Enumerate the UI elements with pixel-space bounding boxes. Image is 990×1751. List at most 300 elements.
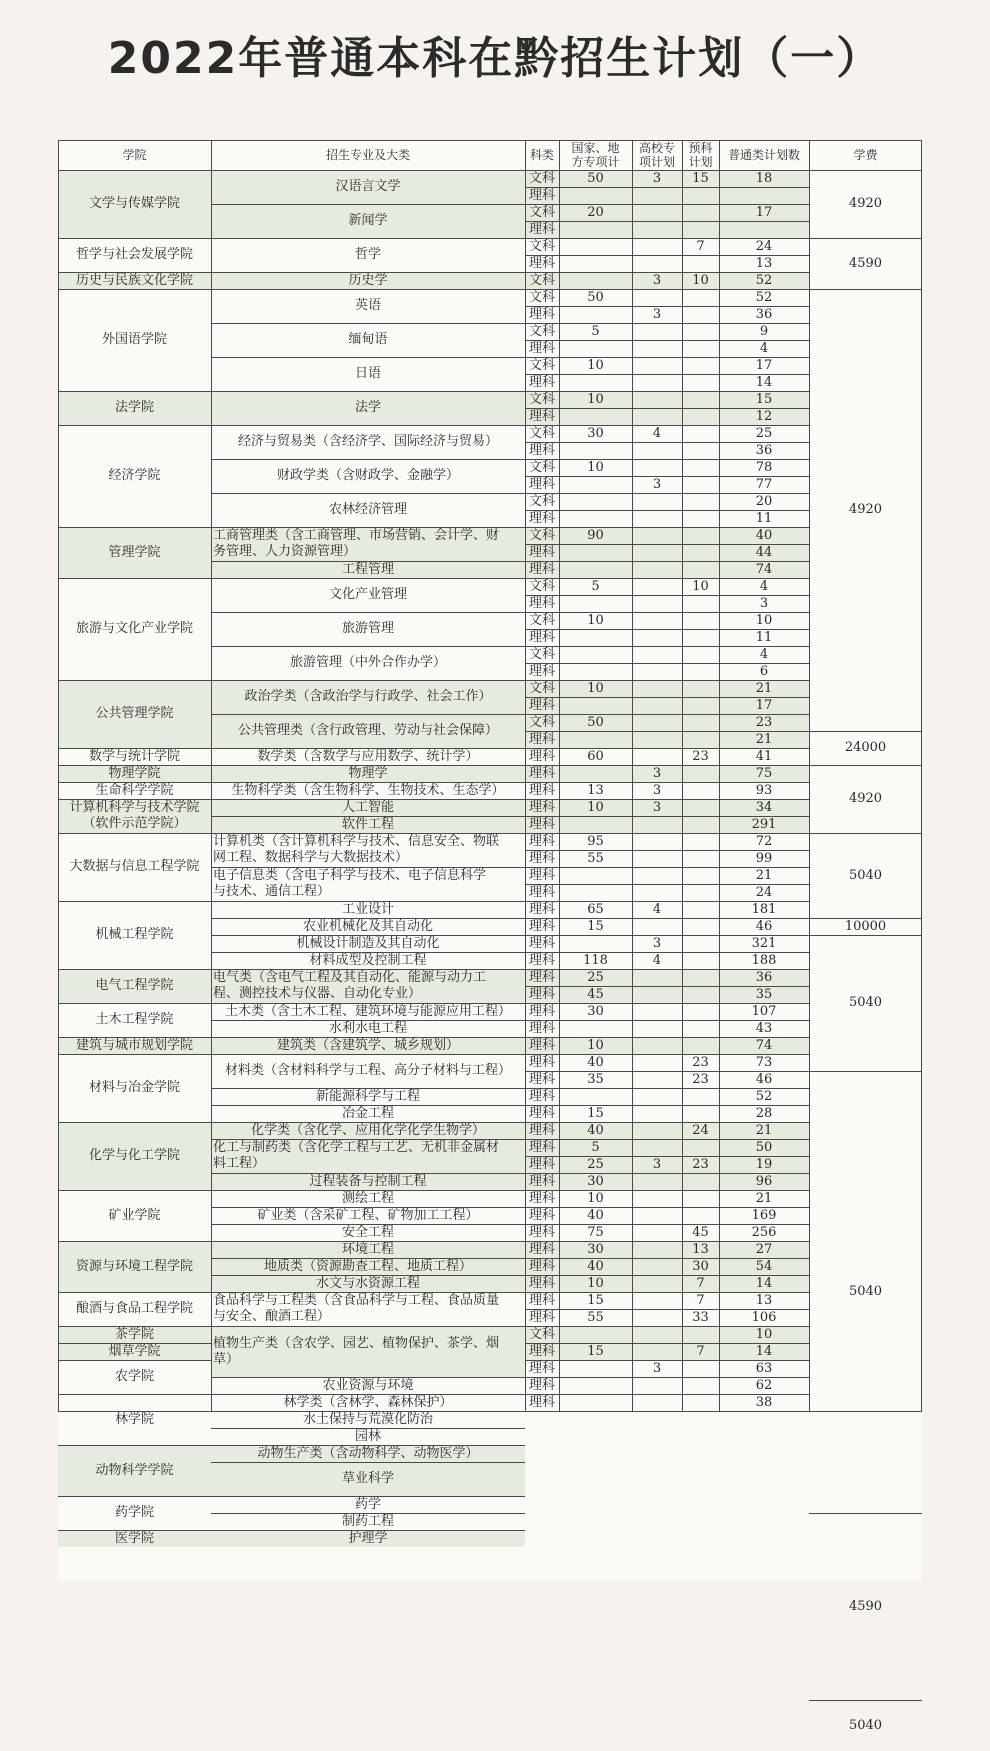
major-name: 法学	[354, 400, 381, 415]
row-divider	[525, 1173, 809, 1174]
general-plan-cell: 96	[755, 1173, 773, 1189]
preparatory-cell	[682, 374, 719, 391]
tuition-divider	[809, 765, 922, 766]
column-line	[58, 140, 59, 1411]
subject-cell: 理科	[528, 1275, 555, 1291]
special-quota-cell: 10	[587, 1037, 604, 1053]
tuition-cell: 4920	[848, 502, 883, 517]
row-divider	[525, 646, 809, 647]
major-name: 政治学类（含政治学与行政学、社会工作）	[244, 689, 492, 704]
special-quota-cell: 30	[587, 1173, 604, 1189]
major-name: 文化产业管理	[328, 587, 407, 602]
major-divider	[211, 238, 525, 239]
special-quota-cell: 10	[587, 1190, 604, 1206]
general-plan-cell: 4	[759, 646, 769, 662]
general-plan-cell: 256	[751, 1224, 777, 1240]
tuition-divider	[809, 1513, 922, 1514]
general-plan-cell: 13	[755, 1292, 773, 1308]
row-divider	[525, 306, 809, 307]
major-name: 机械设计制造及其自动化	[296, 935, 440, 951]
university-quota-cell	[632, 578, 682, 595]
college-divider	[58, 901, 211, 902]
college-divider	[58, 238, 211, 239]
university-quota-cell	[632, 1071, 682, 1088]
general-plan-cell	[719, 187, 809, 204]
special-quota-cell: 10	[587, 459, 604, 475]
special-quota-cell: 5	[591, 323, 600, 339]
header-bottom-line	[58, 170, 922, 171]
preparatory-cell	[682, 765, 719, 782]
preparatory-cell	[682, 969, 719, 986]
university-quota-cell	[632, 1292, 682, 1309]
subject-cell: 理科	[528, 952, 555, 968]
major-name: 工程管理	[341, 561, 394, 577]
general-plan-cell: 21	[755, 1122, 773, 1138]
preparatory-cell: 23	[692, 1054, 709, 1070]
university-quota-cell	[632, 1343, 682, 1360]
major-divider	[211, 969, 525, 970]
subject-cell: 理科	[528, 1105, 555, 1121]
special-quota-cell: 45	[587, 986, 604, 1002]
college-name: 物理学院	[108, 765, 161, 781]
preparatory-cell: 23	[692, 1071, 709, 1087]
preparatory-cell	[682, 850, 719, 867]
major-divider	[211, 1173, 525, 1174]
university-quota-cell	[632, 697, 682, 714]
general-plan-cell: 14	[755, 374, 773, 390]
major-name: 工业设计	[341, 901, 394, 917]
preparatory-cell	[682, 697, 719, 714]
university-quota-cell	[632, 221, 682, 238]
row-divider	[525, 986, 809, 987]
special-quota-cell: 55	[587, 850, 604, 866]
major-name: 旅游管理	[341, 621, 394, 636]
row-divider	[525, 612, 809, 613]
university-quota-cell	[632, 1207, 682, 1224]
special-quota-cell: 15	[587, 918, 604, 934]
preparatory-cell: 7	[696, 1292, 705, 1308]
college-name: 公共管理学院	[95, 706, 174, 721]
major-divider	[211, 714, 525, 715]
general-plan-cell: 52	[755, 1088, 773, 1104]
general-plan-cell: 17	[755, 697, 773, 713]
university-quota-cell	[632, 833, 682, 850]
major-divider	[211, 867, 525, 868]
row-divider	[525, 1241, 809, 1242]
special-quota-cell	[559, 1377, 632, 1394]
row-divider	[525, 527, 809, 528]
preparatory-cell	[682, 221, 719, 238]
column-line	[559, 140, 560, 1411]
general-plan-cell: 14	[755, 1343, 773, 1359]
preparatory-cell	[682, 918, 719, 935]
subject-cell: 理科	[528, 1190, 555, 1206]
college-name: 计算机科学与技术学院 （软件示范学院）	[69, 800, 200, 831]
preparatory-cell	[682, 544, 719, 561]
row-divider	[525, 1394, 809, 1395]
major-divider	[211, 1445, 525, 1446]
subject-cell: 理科	[528, 663, 555, 679]
column-line	[809, 140, 810, 1411]
college-name: 林学院	[114, 1411, 154, 1427]
college-divider	[58, 1190, 211, 1191]
preparatory-cell	[682, 1377, 719, 1394]
major-name: 材料成型及控制工程	[309, 952, 427, 968]
major-name: 新闻学	[348, 213, 388, 228]
preparatory-cell: 24	[692, 1122, 709, 1138]
row-divider	[525, 629, 809, 630]
general-plan-cell: 11	[755, 510, 773, 526]
preparatory-cell	[682, 340, 719, 357]
preparatory-cell	[682, 816, 719, 833]
general-plan-cell: 73	[755, 1054, 773, 1070]
major-divider	[211, 493, 525, 494]
preparatory-cell	[682, 646, 719, 663]
subject-cell: 理科	[528, 1241, 555, 1257]
row-divider	[525, 1156, 809, 1157]
row-divider	[525, 1309, 809, 1310]
general-plan-cell: 93	[755, 782, 773, 798]
preparatory-cell: 10	[692, 272, 709, 288]
major-name: 食品科学与工程类（含食品科学与工程、食品质量 与安全、酿酒工程）	[213, 1293, 500, 1324]
major-divider	[211, 765, 525, 766]
college-divider	[58, 1037, 211, 1038]
subject-cell: 理科	[528, 442, 555, 458]
special-quota-cell	[559, 374, 632, 391]
row-divider	[525, 952, 809, 953]
row-divider	[525, 1377, 809, 1378]
special-quota-cell: 10	[587, 680, 604, 696]
preparatory-cell	[682, 476, 719, 493]
major-name: 草业科学	[341, 1471, 394, 1486]
subject-cell: 文科	[528, 238, 555, 254]
major-divider	[211, 1496, 525, 1497]
general-plan-cell: 24	[755, 884, 773, 900]
tuition-cell: 4590	[848, 1598, 883, 1614]
college-name: 药学院	[114, 1505, 154, 1520]
tuition-divider	[809, 731, 922, 732]
general-plan-cell: 41	[755, 748, 773, 764]
general-plan-cell: 13	[755, 255, 773, 271]
university-quota-cell	[632, 510, 682, 527]
major-divider	[211, 323, 525, 324]
major-divider	[211, 1258, 525, 1259]
university-quota-cell	[632, 663, 682, 680]
college-divider	[58, 425, 211, 426]
header-subject: 科类	[529, 148, 554, 162]
preparatory-cell	[682, 680, 719, 697]
major-divider	[211, 680, 525, 681]
subject-cell: 文科	[528, 612, 555, 628]
major-divider	[211, 1377, 525, 1378]
special-quota-cell	[559, 1394, 632, 1411]
preparatory-cell	[682, 425, 719, 442]
preparatory-cell	[682, 204, 719, 221]
subject-cell: 理科	[528, 1207, 555, 1223]
college-divider	[58, 1530, 211, 1531]
major-name: 软件工程	[341, 816, 394, 832]
university-quota-cell	[632, 544, 682, 561]
general-plan-cell: 40	[755, 527, 773, 543]
table-top-line	[58, 140, 922, 141]
subject-cell: 文科	[528, 578, 555, 594]
row-divider	[525, 1207, 809, 1208]
special-quota-cell: 50	[587, 714, 604, 730]
college-name: 矿业学院	[108, 1207, 161, 1223]
special-quota-cell: 20	[587, 204, 604, 220]
general-plan-cell: 20	[755, 493, 773, 509]
university-quota-cell	[632, 561, 682, 578]
college-divider	[58, 527, 211, 528]
special-quota-cell: 95	[587, 833, 604, 849]
row-divider	[525, 374, 809, 375]
subject-cell: 理科	[528, 187, 555, 203]
subject-cell: 理科	[528, 629, 555, 645]
general-plan-cell: 34	[755, 799, 773, 815]
subject-cell: 理科	[528, 1037, 555, 1053]
preparatory-cell	[682, 1139, 719, 1156]
university-quota-cell: 3	[652, 765, 662, 781]
major-name: 汉语言文学	[335, 179, 401, 194]
university-quota-cell: 3	[652, 799, 662, 815]
special-quota-cell	[559, 476, 632, 493]
row-divider	[525, 969, 809, 970]
university-quota-cell	[632, 1309, 682, 1326]
special-quota-cell	[559, 595, 632, 612]
general-plan-cell: 21	[755, 1190, 773, 1206]
row-divider	[525, 357, 809, 358]
subject-cell: 理科	[528, 1360, 555, 1376]
university-quota-cell	[632, 323, 682, 340]
special-quota-cell	[559, 629, 632, 646]
special-quota-cell	[559, 238, 632, 255]
subject-cell: 理科	[528, 748, 555, 764]
tuition-divider	[809, 833, 922, 834]
tuition-divider	[809, 1700, 922, 1701]
preparatory-cell: 7	[696, 1275, 705, 1291]
preparatory-cell: 7	[696, 238, 705, 254]
major-name: 人工智能	[341, 799, 394, 815]
college-name: 历史与民族文化学院	[75, 272, 193, 288]
major-divider	[211, 272, 525, 273]
subject-cell: 理科	[528, 1088, 555, 1104]
university-quota-cell	[632, 969, 682, 986]
college-name: 土木工程学院	[95, 1012, 174, 1027]
row-divider	[525, 408, 809, 409]
college-divider	[58, 969, 211, 970]
college-divider	[58, 833, 211, 834]
major-name: 英语	[354, 298, 381, 313]
special-quota-cell: 15	[587, 1292, 604, 1308]
special-quota-cell	[559, 221, 632, 238]
general-plan-cell: 27	[755, 1241, 773, 1257]
major-name: 建筑类（含建筑学、城乡规划）	[276, 1037, 459, 1053]
preparatory-cell	[682, 527, 719, 544]
general-plan-cell: 24	[755, 238, 773, 254]
row-divider	[525, 850, 809, 851]
university-quota-cell	[632, 595, 682, 612]
column-line	[719, 140, 720, 1411]
special-quota-cell	[559, 306, 632, 323]
subject-cell: 理科	[528, 1343, 555, 1359]
major-divider	[211, 646, 525, 647]
major-name: 新能源科学与工程	[315, 1088, 420, 1104]
preparatory-cell	[682, 391, 719, 408]
subject-cell: 文科	[528, 391, 555, 407]
major-name: 过程装备与控制工程	[309, 1173, 427, 1189]
college-divider	[58, 1343, 211, 1344]
university-quota-cell	[632, 1326, 682, 1343]
university-quota-cell	[632, 493, 682, 510]
major-name: 哲学	[354, 247, 381, 262]
special-quota-cell: 50	[587, 170, 604, 186]
preparatory-cell	[682, 595, 719, 612]
general-plan-cell: 43	[755, 1020, 773, 1036]
general-plan-cell: 18	[755, 170, 773, 186]
major-divider	[211, 391, 525, 392]
major-name: 财政学类（含财政学、金融学）	[276, 468, 459, 483]
special-quota-cell: 30	[587, 1241, 604, 1257]
college-name: 材料与冶金学院	[88, 1080, 180, 1095]
row-divider	[525, 476, 809, 477]
university-quota-cell	[632, 867, 682, 884]
column-line	[632, 140, 633, 1411]
preparatory-cell: 45	[692, 1224, 709, 1240]
row-divider	[525, 1122, 809, 1123]
special-quota-cell: 30	[587, 1003, 604, 1019]
special-quota-cell: 10	[587, 799, 604, 815]
major-name: 农林经济管理	[328, 502, 407, 517]
subject-cell: 理科	[528, 1377, 555, 1393]
general-plan-cell: 17	[755, 357, 773, 373]
row-divider	[525, 493, 809, 494]
subject-cell: 理科	[528, 221, 555, 237]
major-divider	[211, 1139, 525, 1140]
major-name: 水土保持与荒漠化防治	[302, 1411, 433, 1427]
major-name: 电子信息类（含电子科学与技术、电子信息科学 与技术、通信工程）	[213, 868, 487, 899]
college-name: 生命科学学院	[95, 782, 174, 798]
major-divider	[211, 1037, 525, 1038]
university-quota-cell	[632, 238, 682, 255]
general-plan-cell: 14	[755, 1275, 773, 1291]
university-quota-cell	[632, 374, 682, 391]
preparatory-cell: 15	[692, 170, 709, 186]
row-divider	[525, 255, 809, 256]
general-plan-cell: 46	[755, 1071, 773, 1087]
row-divider	[525, 799, 809, 800]
row-divider	[525, 204, 809, 205]
university-quota-cell	[632, 255, 682, 272]
university-quota-cell	[632, 1241, 682, 1258]
major-divider	[211, 901, 525, 902]
college-divider	[58, 765, 211, 766]
college-name: 电气工程学院	[95, 978, 174, 993]
preparatory-cell: 10	[692, 578, 709, 594]
subject-cell: 文科	[528, 289, 555, 305]
row-divider	[525, 459, 809, 460]
special-quota-cell	[559, 867, 632, 884]
university-quota-cell	[632, 187, 682, 204]
major-name: 水利水电工程	[328, 1020, 407, 1036]
subject-cell: 理科	[528, 340, 555, 356]
university-quota-cell	[632, 357, 682, 374]
general-plan-cell: 38	[755, 1394, 773, 1410]
special-quota-cell	[559, 561, 632, 578]
general-plan-cell: 188	[751, 952, 777, 968]
general-plan-cell: 36	[755, 442, 773, 458]
row-divider	[525, 1275, 809, 1276]
university-quota-cell: 3	[652, 1360, 662, 1376]
subject-cell: 理科	[528, 561, 555, 577]
row-divider	[525, 1190, 809, 1191]
special-quota-cell: 118	[583, 952, 608, 968]
general-plan-cell: 12	[755, 408, 773, 424]
tuition-divider	[809, 1071, 922, 1072]
subject-cell: 理科	[528, 731, 555, 747]
subject-cell: 理科	[528, 544, 555, 560]
preparatory-cell	[682, 1088, 719, 1105]
major-name: 电气类（含电气工程及其自动化、能源与动力工 程、测控技术与仪器、自动化专业）	[213, 970, 487, 1001]
table-bottom-line	[58, 1411, 922, 1412]
special-quota-cell: 10	[587, 357, 604, 373]
special-quota-cell	[559, 884, 632, 901]
subject-cell: 文科	[528, 646, 555, 662]
enrollment-plan-table	[58, 140, 922, 1733]
preparatory-cell	[682, 459, 719, 476]
row-divider	[525, 680, 809, 681]
major-divider	[211, 1275, 525, 1276]
column-line	[921, 140, 922, 1411]
special-quota-cell: 90	[587, 527, 604, 543]
preparatory-cell	[682, 901, 719, 918]
college-divider	[58, 782, 211, 783]
special-quota-cell: 30	[587, 425, 604, 441]
subject-cell: 文科	[528, 425, 555, 441]
general-plan-cell: 6	[759, 663, 769, 679]
subject-cell: 理科	[528, 1003, 555, 1019]
row-divider	[525, 731, 809, 732]
major-name: 护理学	[348, 1530, 388, 1546]
preparatory-cell	[682, 1037, 719, 1054]
major-name: 缅甸语	[348, 332, 388, 347]
major-name: 土木类（含土木工程、建筑环境与能源应用工程）	[224, 1003, 511, 1019]
college-name: 法学院	[114, 400, 154, 415]
special-quota-cell	[559, 255, 632, 272]
major-divider	[211, 952, 525, 953]
major-divider	[211, 1003, 525, 1004]
college-divider	[58, 1394, 211, 1395]
column-line	[525, 140, 526, 1411]
university-quota-cell	[632, 391, 682, 408]
major-name: 动物生产类（含动物科学、动物医学）	[257, 1445, 479, 1461]
row-divider	[525, 697, 809, 698]
special-quota-cell: 13	[587, 782, 604, 798]
special-quota-cell	[559, 272, 632, 289]
college-name: 外国语学院	[101, 332, 167, 347]
university-quota-cell	[632, 1377, 682, 1394]
general-plan-cell: 291	[751, 816, 777, 832]
row-divider	[525, 1139, 809, 1140]
subject-cell: 理科	[528, 1156, 555, 1172]
special-quota-cell: 15	[587, 1343, 604, 1359]
college-divider	[58, 799, 211, 800]
major-divider	[211, 816, 525, 817]
special-quota-cell: 10	[587, 612, 604, 628]
row-divider	[525, 561, 809, 562]
major-name: 地质类（资源勘查工程、地质工程）	[263, 1258, 472, 1274]
preparatory-cell	[682, 714, 719, 731]
tuition-cell: 5040	[848, 1284, 883, 1299]
